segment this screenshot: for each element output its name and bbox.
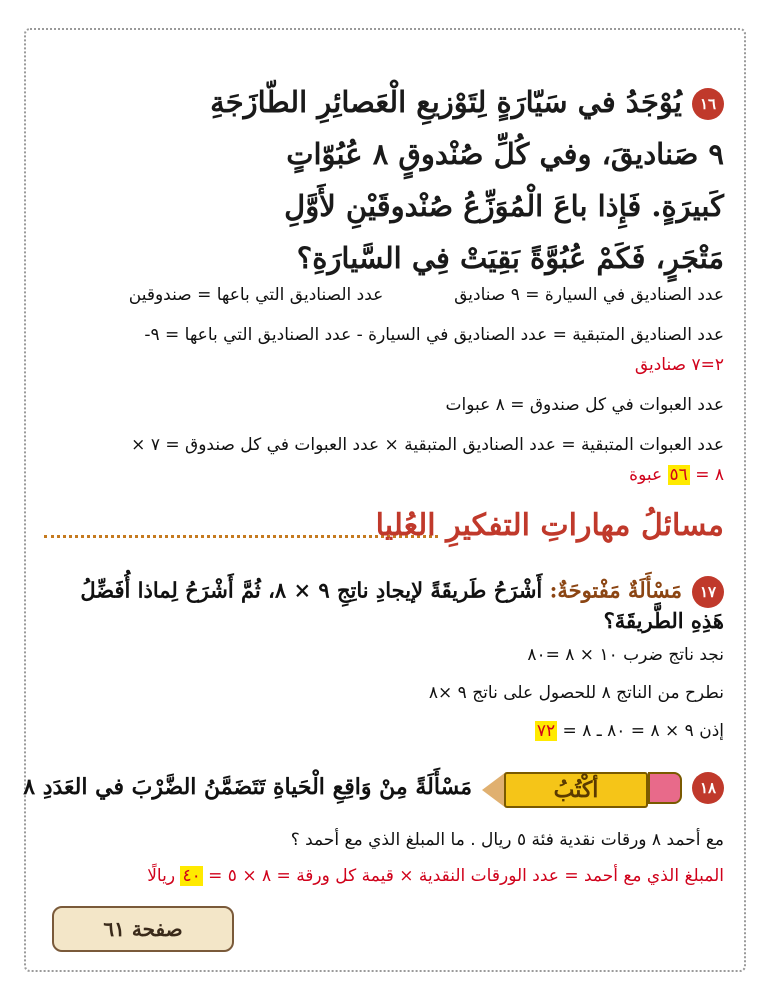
answer-16-line-1: عدد الصناديق في السيارة = ٩ صناديق عدد الصناديق التي باعها = صندوقين xyxy=(128,285,724,305)
problem-16-line-3: كَبيرَةٍ. فَإِذا باعَ الْمُوَزِّعُ صُنْدوقَيْنِ لأَوَّلِ xyxy=(284,189,724,223)
answer-18-line-2: المبلغ الذي مع أحمد = عدد الورقات النقدية × قيمة كل ورقة = ٨ × ٥ = ٤٠ ريالًا xyxy=(147,866,724,886)
highlighted-answer: ٥٦ xyxy=(669,465,688,485)
highlighted-answer: ٧٢ xyxy=(536,721,556,741)
problem-number-badge: ١٦ xyxy=(692,88,724,120)
problem-17-text: أَشْرَحُ طَريقَةً لإيجادِ ناتِجِ ٩ × ٨، ثُمَّ أَشْرَحُ لِماذا أُفَضِّلُ هَذِهِ الطَّريقَةَ؟ xyxy=(80,577,724,633)
problem-17 xyxy=(40,576,724,633)
open-question-label: مَسْأَلَةٌ مَفْتوحَةٌ: xyxy=(549,577,682,603)
write-label: أكْتُبُ xyxy=(504,772,648,808)
answer-16-line-5: عدد العبوات المتبقية = عدد الصناديق المتبقية × عدد العبوات في كل صندوق = ٧ × xyxy=(131,435,724,455)
problem-16-line-2: ٩ صَناديقَ، وفي كُلِّ صُنْدوقٍ ٨ عُبُوّاتٍ xyxy=(286,137,724,171)
answer-16-line-6: ٨ = ٥٦ عبوة xyxy=(629,465,724,485)
problem-number-badge: ١٨ xyxy=(692,772,724,804)
problem-18-text: مَسْأَلَةً مِنْ وَاقِعِ الْحَياةِ تَتَضَمَّنُ الضَّرْبَ في العَدَدِ ٨ xyxy=(23,774,472,800)
answer-16-line-4: عدد العبوات في كل صندوق = ٨ عبوات xyxy=(445,395,724,415)
answer-16-line-3: ٢=٧ صناديق xyxy=(634,355,724,375)
problem-18 xyxy=(23,768,724,808)
answer-17-line-2: نطرح من الناتج ٨ للحصول على ناتج ٩ ×٨ xyxy=(428,683,724,703)
problem-16 xyxy=(40,76,724,284)
problem-16-line-1: ١٦يُوْجَدُ في سَيّارَةٍ لِتَوْزيعِ الْعَصائِرِ الطّازَجَةِ xyxy=(40,76,724,128)
answer-16-line-2: عدد الصناديق المتبقية = عدد الصناديق في السيارة - عدد الصناديق التي باعها = ٩- xyxy=(144,325,724,345)
section-title: مسائلُ مهاراتِ التفكيرِ العُليا xyxy=(375,508,724,543)
page-number-label: صفحة ٦١ xyxy=(52,906,234,952)
answer-18 xyxy=(40,822,724,894)
answer-17-line-3: إذن ٩ × ٨ = ٨٠ ـ ٨ = ٧٢ xyxy=(536,721,724,741)
answer-17-line-1: نجد ناتج ضرب ١٠ × ٨ =٨٠ xyxy=(527,645,724,665)
pencil-icon xyxy=(482,768,682,808)
answer-18-line-1: مع أحمد ٨ ورقات نقدية فئة ٥ ريال . ما المبلغ الذي مع أحمد ؟ xyxy=(290,830,724,850)
answer-16 xyxy=(40,280,724,490)
problem-16-line-4: مَتْجَرٍ، فَكَمْ عُبُوَّةً بَقِيَتْ فِي السَّيارَةِ؟ xyxy=(296,241,724,275)
problem-number-badge: ١٧ xyxy=(692,576,724,608)
highlighted-answer: ٤٠ xyxy=(182,866,201,886)
answer-17 xyxy=(40,636,724,750)
